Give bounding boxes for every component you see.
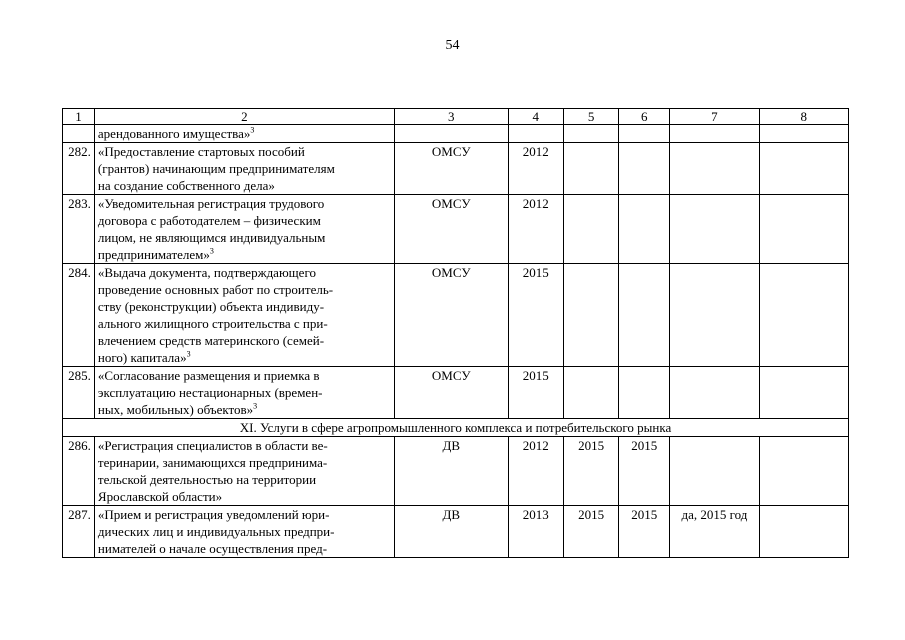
continuation-row (63, 125, 849, 143)
service-name-line: на создание собственного дела» (97, 178, 275, 193)
responsible-body: ОМСУ (394, 367, 508, 419)
service-name-line: «Уведомительная регистрация трудового (97, 196, 325, 211)
empty-cell (563, 125, 618, 143)
year-cell: 2012 (508, 437, 563, 506)
service-name-line: «Регистрация специалистов в области ве- (97, 438, 328, 453)
service-name-line: Ярославской области» (97, 489, 223, 504)
year-cell (619, 367, 670, 419)
service-name-cell (94, 264, 394, 367)
footnote-mark: 3 (186, 349, 191, 359)
column-number: 1 (63, 109, 95, 125)
service-name-line: «Согласование размещения и приемка в (97, 368, 320, 383)
table-row (63, 437, 849, 506)
service-name-line: договора с работодателем – физическим (97, 213, 321, 228)
value-cell (759, 143, 848, 195)
section-row (63, 419, 849, 437)
empty-cell (759, 125, 848, 143)
column-number: 2 (94, 109, 394, 125)
status-cell (670, 195, 759, 264)
service-name-line: проведение основных работ по строитель- (97, 282, 334, 297)
responsible-body: ОМСУ (394, 264, 508, 367)
year-cell: 2012 (508, 143, 563, 195)
status-cell (670, 143, 759, 195)
service-name-line: тельской деятельностью на территории (97, 472, 317, 487)
year-cell (563, 143, 618, 195)
row-number: 287. (63, 506, 95, 558)
footnote-mark: 3 (209, 246, 214, 256)
year-cell: 2012 (508, 195, 563, 264)
column-number: 6 (619, 109, 670, 125)
services-table (62, 108, 849, 558)
column-number: 3 (394, 109, 508, 125)
service-name-line: ного) капитала» (97, 350, 187, 365)
empty-cell (619, 125, 670, 143)
empty-cell (508, 125, 563, 143)
service-name-line: эксплуатацию нестационарных (времен- (97, 385, 323, 400)
year-cell (563, 264, 618, 367)
service-name-line: предпринимателем» (97, 247, 210, 262)
service-name-line: (грантов) начинающим предпринимателям (97, 161, 335, 176)
year-cell (563, 367, 618, 419)
service-name-line: влечением средств материнского (семей- (97, 333, 325, 348)
responsible-body: ДВ (394, 437, 508, 506)
year-cell (563, 195, 618, 264)
service-name-line: «Предоставление стартовых пособий (97, 144, 305, 159)
year-cell: 2015 (508, 264, 563, 367)
responsible-body: ОМСУ (394, 143, 508, 195)
service-name-line: нимателей о начале осуществления пред- (97, 541, 328, 556)
row-number-cell (63, 125, 95, 143)
empty-cell (394, 125, 508, 143)
footnote-mark: 3 (250, 125, 255, 135)
value-cell (759, 195, 848, 264)
year-cell: 2015 (563, 506, 618, 558)
table-row (63, 367, 849, 419)
table-row (63, 506, 849, 558)
responsible-body: ОМСУ (394, 195, 508, 264)
service-name-line: теринарии, занимающихся предпринима- (97, 455, 328, 470)
row-number: 284. (63, 264, 95, 367)
year-cell: 2013 (508, 506, 563, 558)
status-cell (670, 264, 759, 367)
table-row (63, 264, 849, 367)
service-name-line: ству (реконструкции) объекта индивиду- (97, 299, 325, 314)
column-number: 4 (508, 109, 563, 125)
year-cell (619, 195, 670, 264)
value-cell (759, 506, 848, 558)
year-cell (619, 264, 670, 367)
year-cell: 2015 (563, 437, 618, 506)
column-number: 7 (670, 109, 759, 125)
service-name-line: дических лиц и индивидуальных предпри- (97, 524, 335, 539)
service-name-line: «Прием и регистрация уведомлений юри- (97, 507, 330, 522)
value-cell (759, 367, 848, 419)
row-number: 285. (63, 367, 95, 419)
table-row (63, 195, 849, 264)
service-name-cell (94, 143, 394, 195)
year-cell (619, 143, 670, 195)
year-cell: 2015 (508, 367, 563, 419)
service-name-cell (94, 195, 394, 264)
empty-cell (670, 125, 759, 143)
row-number: 286. (63, 437, 95, 506)
service-name-cell (94, 367, 394, 419)
status-cell (670, 367, 759, 419)
value-cell (759, 437, 848, 506)
value-cell (759, 264, 848, 367)
service-name-line: ального жилищного строительства с при- (97, 316, 328, 331)
year-cell: 2015 (619, 506, 670, 558)
service-name-cell (94, 125, 394, 143)
service-name-line: ных, мобильных) объектов» (97, 402, 254, 417)
section-title: XI. Услуги в сфере агропромышленного комплекса и потребительского рынка (63, 419, 849, 437)
status-cell: да, 2015 год (670, 506, 759, 558)
responsible-body: ДВ (394, 506, 508, 558)
service-name-cell (94, 437, 394, 506)
page-number: 54 (445, 38, 460, 53)
column-number: 8 (759, 109, 848, 125)
column-number: 5 (563, 109, 618, 125)
service-name-line: «Выдача документа, подтверждающего (97, 265, 316, 280)
column-number-row (63, 109, 849, 125)
footnote-mark: 3 (253, 401, 258, 411)
row-number: 282. (63, 143, 95, 195)
table-row (63, 143, 849, 195)
service-name-cell (94, 506, 394, 558)
service-name: арендованного имущества» (97, 126, 251, 141)
year-cell: 2015 (619, 437, 670, 506)
row-number: 283. (63, 195, 95, 264)
status-cell (670, 437, 759, 506)
service-name-line: лицом, не являющимся индивидуальным (97, 230, 326, 245)
